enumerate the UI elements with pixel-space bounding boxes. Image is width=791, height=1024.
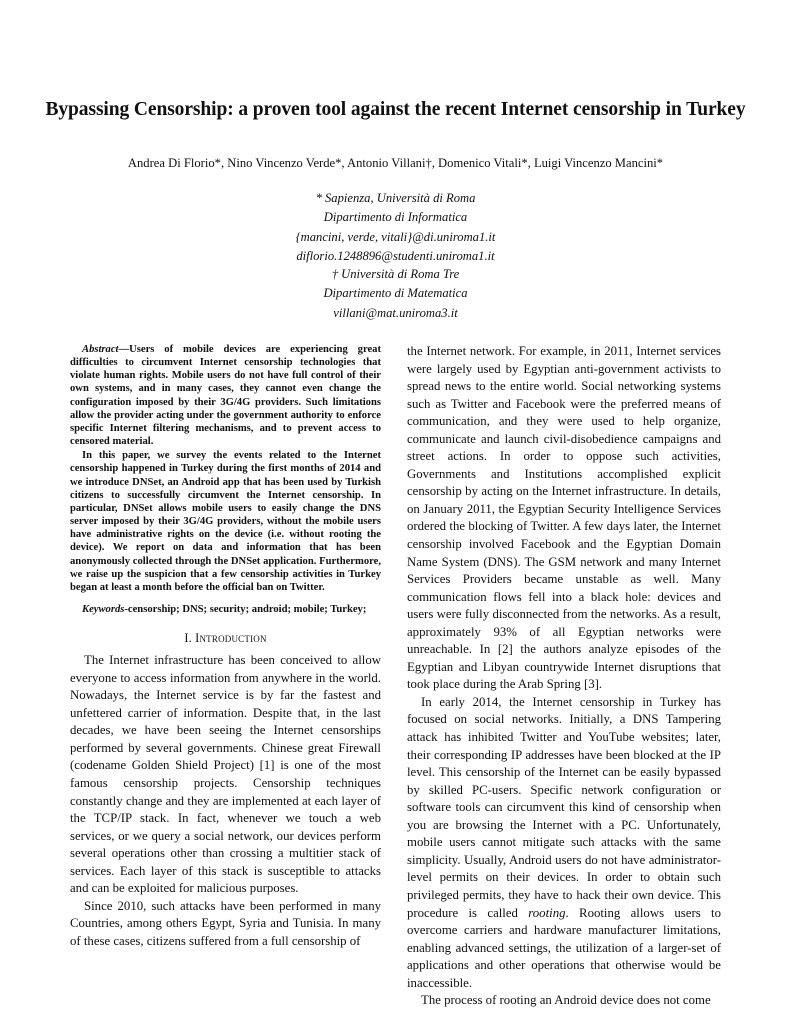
paper-title: Bypassing Censorship: a proven tool against the recent Internet censorship in Turkey — [45, 99, 746, 120]
introduction-body-right — [407, 343, 721, 1010]
abstract — [70, 343, 381, 594]
keywords-label: Keywords — [82, 603, 125, 615]
body-emphasis: rooting — [528, 905, 566, 920]
right-column — [407, 343, 721, 1010]
introduction-body-left — [70, 652, 381, 950]
keywords-text: -censorship; DNS; security; android; mobile; Turkey; — [124, 603, 367, 615]
affiliation-sapienza — [40, 189, 751, 267]
affiliation-email: villani@mat.uniroma3.it — [333, 305, 458, 320]
abstract-label: Abstract — [82, 344, 119, 355]
abstract-text: —Users of mobile devices are experiencing great difficulties to circumvent Internet censorship technologies that violate human rights. Mobile users do not have full control of their own systems, and in many cases, they cannot even change the configuration imposed by their 3G/4G providers. Such limitations allow the provider acting under the government authority to enforce specific Internet filtering mechanisms, and to prevent access to censored material. — [70, 344, 381, 448]
body-paragraph — [407, 694, 721, 992]
body-paragraph: The Internet infrastructure has been conceived to allow everyone to access information from anywhere in the world. Nowadays, the Internet service is by far the fastest and unfettered carrier of information. Despite that, in the last decades, we have been seeing the Internet censorships performed by several governments. Chinese great Firewall (codename Golden Shield Project) [1] is one of the most famous censorship projects. Censorship techniques constantly change and they are implemented at each layer of the TCP/IP stack. In fact, whenever we touch a web services, or we query a social network, our devices perform several operations other than crossing a multitier stack of services. Each layer of this stack is susceptible to attacks and can be exploited for malicious purposes. — [70, 653, 381, 896]
left-column — [70, 343, 381, 950]
affiliation-email: diflorio.1248896@studenti.uniroma1.it — [296, 249, 495, 264]
body-text: . Rooting allows users to overcome carriers and hardware manufacturer limitations, enabling advanced settings, the utilization of a larger-set of applications and other operations that otherwise would be inaccessible. — [407, 905, 721, 990]
affiliation-institution: † Università di Roma Tre — [331, 267, 460, 281]
abstract-paragraph — [70, 343, 381, 448]
affiliation-department: Dipartimento di Matematica — [323, 286, 468, 301]
abstract-paragraph: In this paper, we survey the events related to the Internet censorship happened in Turkey during the first months of 2014 and we introduce DNSet, an Android app that has been used by Turkish citizens to successfully circumvent the Internet censorship. In particular, DNSet allows mobile users to easily change the DNS server imposed by their 3G/4G providers, without the mobile users have administrative rights on the device (i.e. without rooting the device). We report on data and information that has been anonymously collected through the DNSet application. Furthermore, we raise up the suspicion that a few censorship activities in Turkey began at least a month before the official ban on Twitter. — [70, 450, 381, 593]
affiliation-institution: * Sapienza, Università di Roma — [315, 191, 476, 205]
keywords — [70, 603, 381, 616]
body-paragraph: the Internet network. For example, in 2011, Internet services were largely used by Egyptian anti-government activists to spread news to the entire world. Social networking systems such as Twitter and Facebook were the preferred means of communication, and they were used to help organize, communicate and launch civil-disobedience campaigns and street actions. In order to oppose such activities, Governments and Institutions accomplished explicit censorship by acting on the Internet infrastructure. In details, on January 2011, the Egyptian Security Intelligence Services ordered the blocking of Twitter. A few days later, the Internet censorship involved Facebook and the Egyptian Domain Name System (DNS). The GSM network and many Internet Services Providers became unstable as well. Many communication flows fell into a black hole: devices and users were fully disconnected from the networks. As a result, approximately 93% of all Egyptian networks were unreachable. In [2] the authors analyze episodes of the Egyptian and Libyan countrywide Internet disruptions that took place during the Arab Spring [3]. — [407, 344, 721, 692]
affiliation-email: {mancini, verde, vitali}@di.uniroma1.it — [295, 229, 496, 244]
body-paragraph: Since 2010, such attacks have been performed in many Countries, among others Egypt, Syria and Tunisia. In many of these cases, citizens suffered from a full censorship of — [70, 898, 381, 948]
section-heading-introduction: I. Introduction — [184, 631, 267, 646]
affiliation-roma-tre — [40, 265, 751, 323]
affiliation-department: Dipartimento di Informatica — [323, 210, 468, 225]
body-text: In early 2014, the Internet censorship in Turkey has focused on social networks. Initially, a DNS Tampering attack has inhibited Twitter and YouTube websites; later, their corresponding IP addresses have been blocked at the IP level. This censorship of the Internet can be easily bypassed by skilled PC-users. Specific network configuration or software tools can circumvent this kind of censorship when you are browsing the Internet with a PC. Unfortunately, mobile users cannot mitigate such attacks with the same simplicity. Usually, Android users do not have administrator-level permits on their devices. In order to obtain such privileged permits, they have to hack their own device. This procedure is called — [407, 694, 721, 920]
author-list: Andrea Di Florio*, Nino Vincenzo Verde*, Antonio Villani†, Domenico Vitali*, Luigi Vincenzo Mancini* — [127, 156, 664, 170]
body-paragraph: The process of rooting an Android device does not come — [421, 993, 711, 1008]
